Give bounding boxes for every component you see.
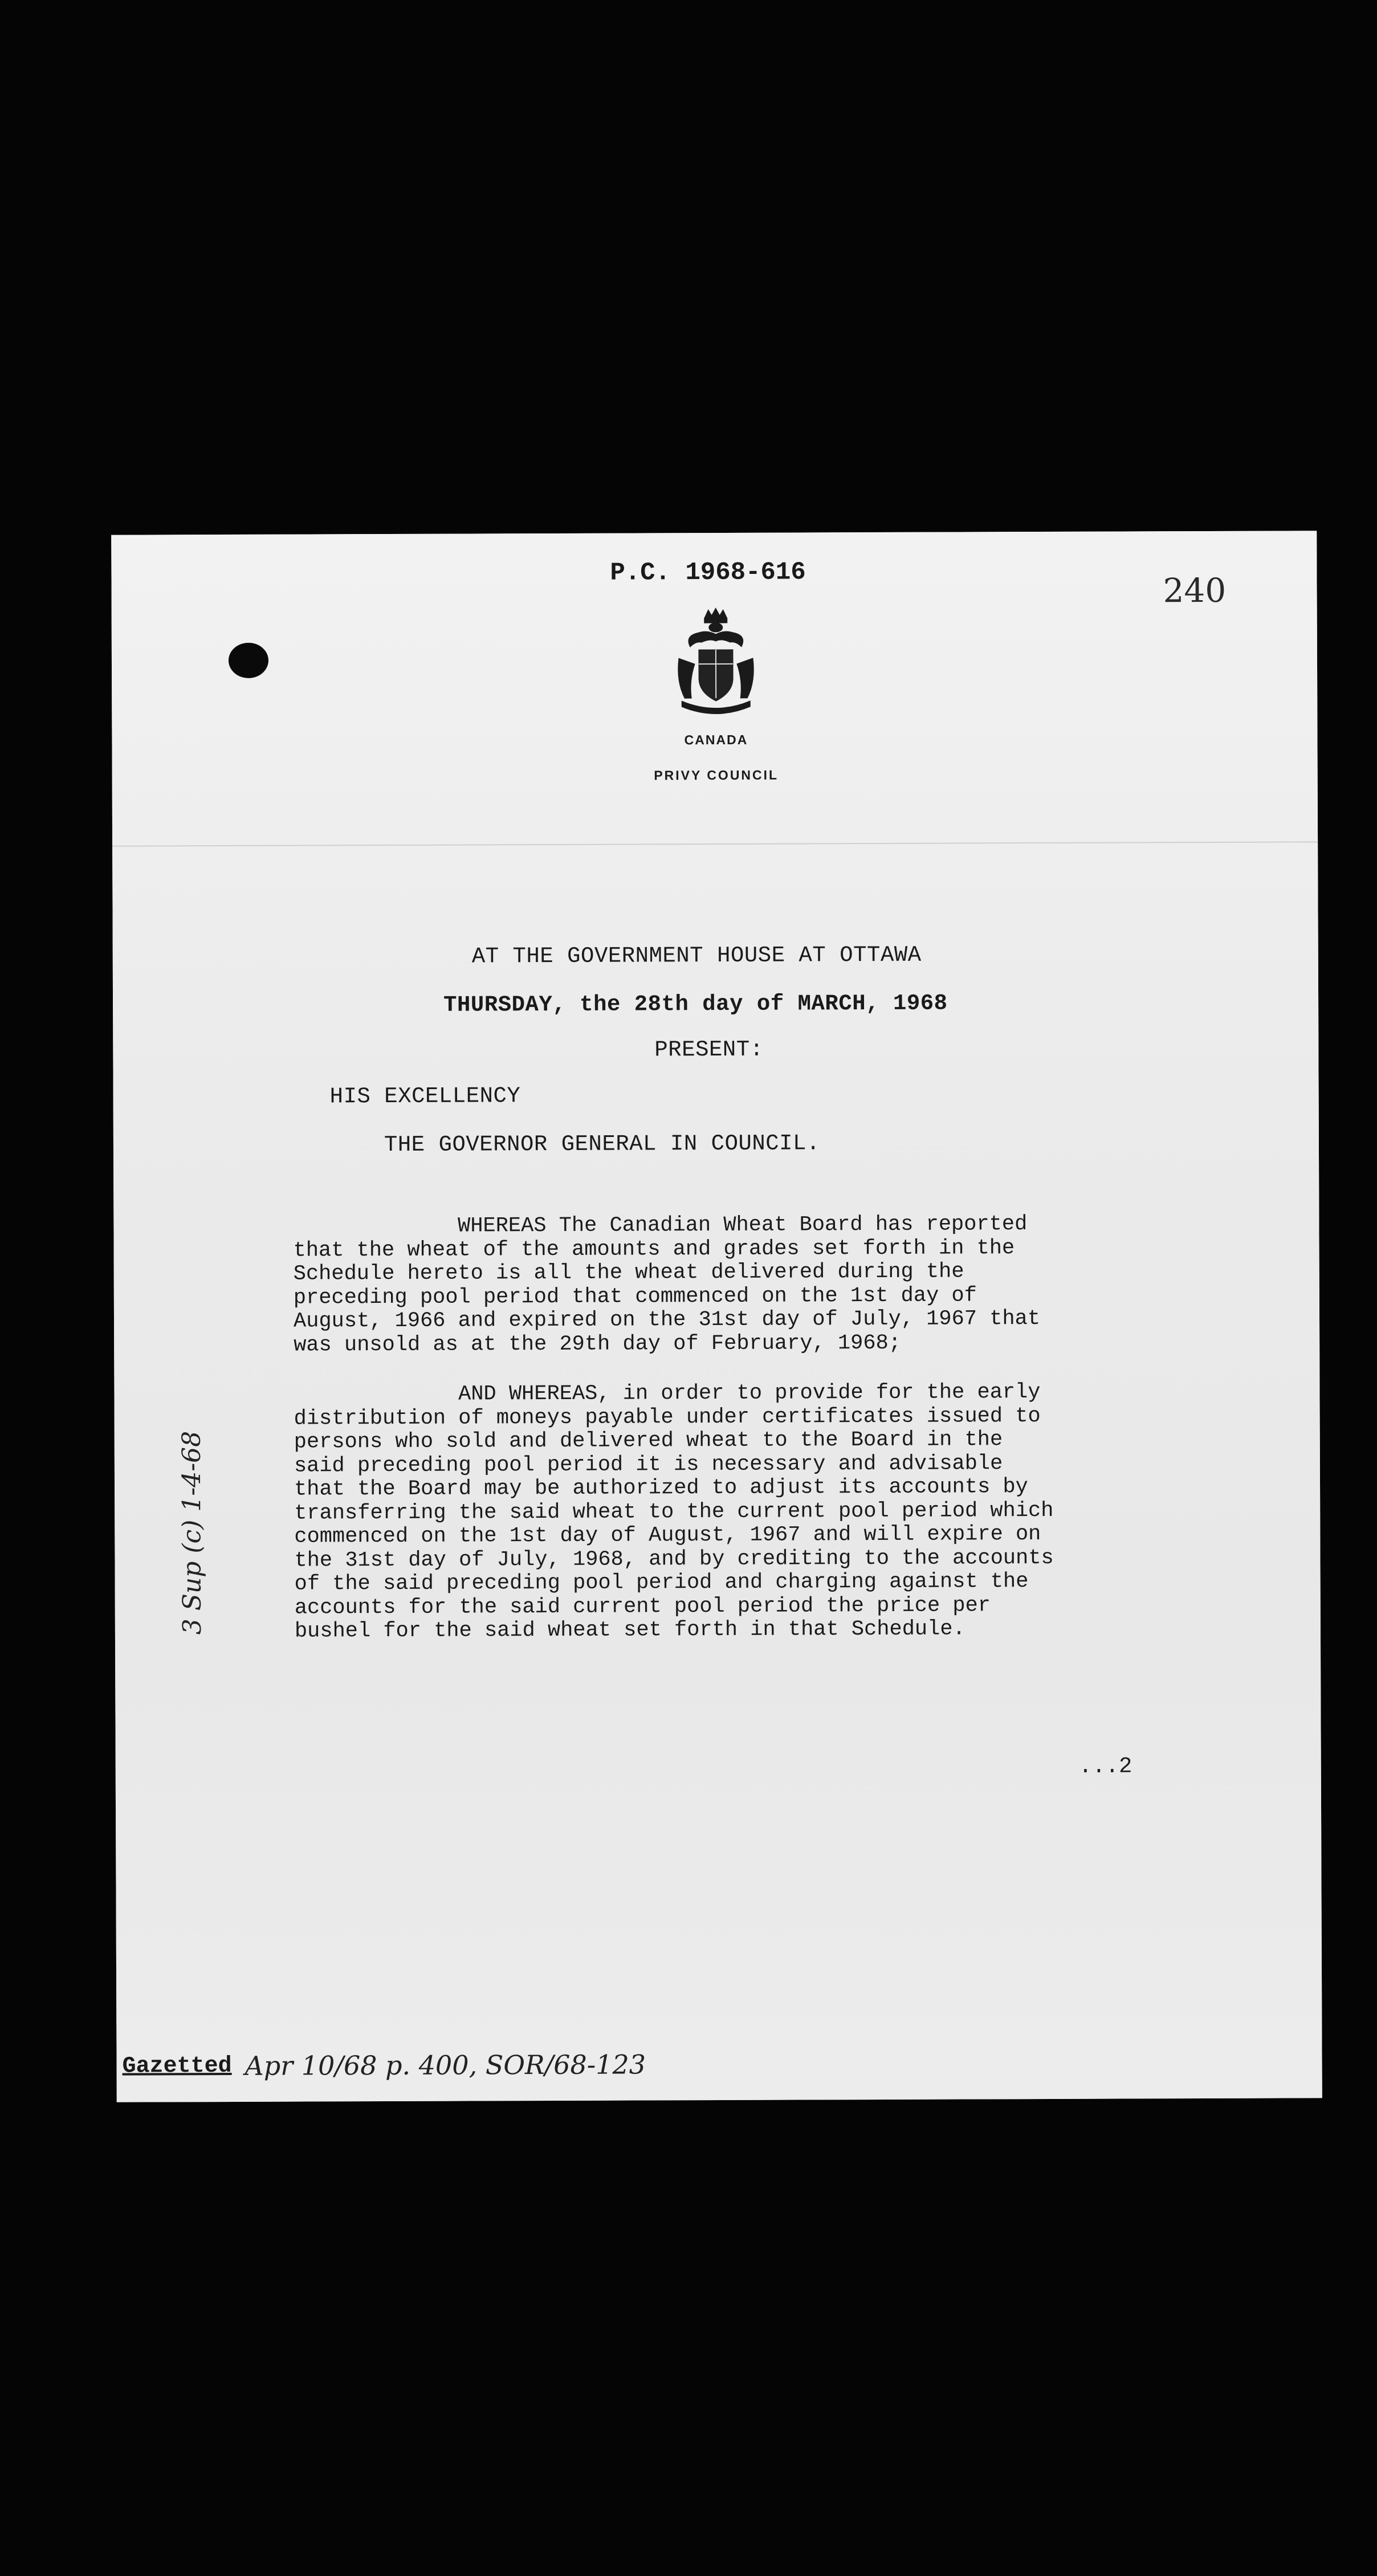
caption-date: THURSDAY, the 28th day of MARCH, 1968 <box>443 991 948 1018</box>
seal-country-label: CANADA <box>684 732 748 748</box>
his-excellency: HIS EXCELLENCY <box>329 1083 521 1110</box>
seal-body-label: PRIVY COUNCIL <box>654 767 779 783</box>
handwritten-margin-note: 3 Sup (c) 1-4-68 <box>177 1430 207 1635</box>
pc-number: P.C. 1968-616 <box>610 558 806 588</box>
governor-general: THE GOVERNOR GENERAL IN COUNCIL. <box>384 1131 820 1158</box>
page-number: 240 <box>1163 570 1227 610</box>
handwritten-gazette-note: Apr 10/68 p. 400, SOR/68-123 <box>245 2049 646 2081</box>
caption-location: AT THE GOVERNMENT HOUSE AT OTTAWA <box>471 942 922 969</box>
document-page <box>111 531 1322 2102</box>
punch-hole <box>229 643 268 678</box>
and-whereas-paragraph: AND WHEREAS, in order to provide for the early distribution of moneys payable under certificates issued to persons who sold and delivered wheat to the Board in the said preceding pool period it is necessary and advisable that the Board may be authorized to adjust its accounts by transferring the said wheat to the current pool period which commenced on the 1st day of August, 1967 and will expire on the 31st day of July, 1968, and by crediting to the accounts of the said preceding pool period and charging against the accounts for the said current pool period the price per bushel for the said wheat set forth in that Schedule. <box>294 1380 1054 1644</box>
gazetted-stamp: Gazetted <box>122 2053 232 2080</box>
caption-present: PRESENT: <box>654 1037 764 1063</box>
coat-of-arms-icon <box>673 607 759 722</box>
continuation-marker: ...2 <box>1078 1754 1132 1779</box>
whereas-paragraph: WHEREAS The Canadian Wheat Board has reported that the wheat of the amounts and grades set forth in the Schedule hereto is all the wheat delivered during the preceding pool period that commenced on the 1st day of August, 1966 and expired on the 31st day of July, 1967 that was unsold as at the 29th day of February, 1968; <box>293 1212 1041 1358</box>
header-divider <box>112 841 1318 846</box>
